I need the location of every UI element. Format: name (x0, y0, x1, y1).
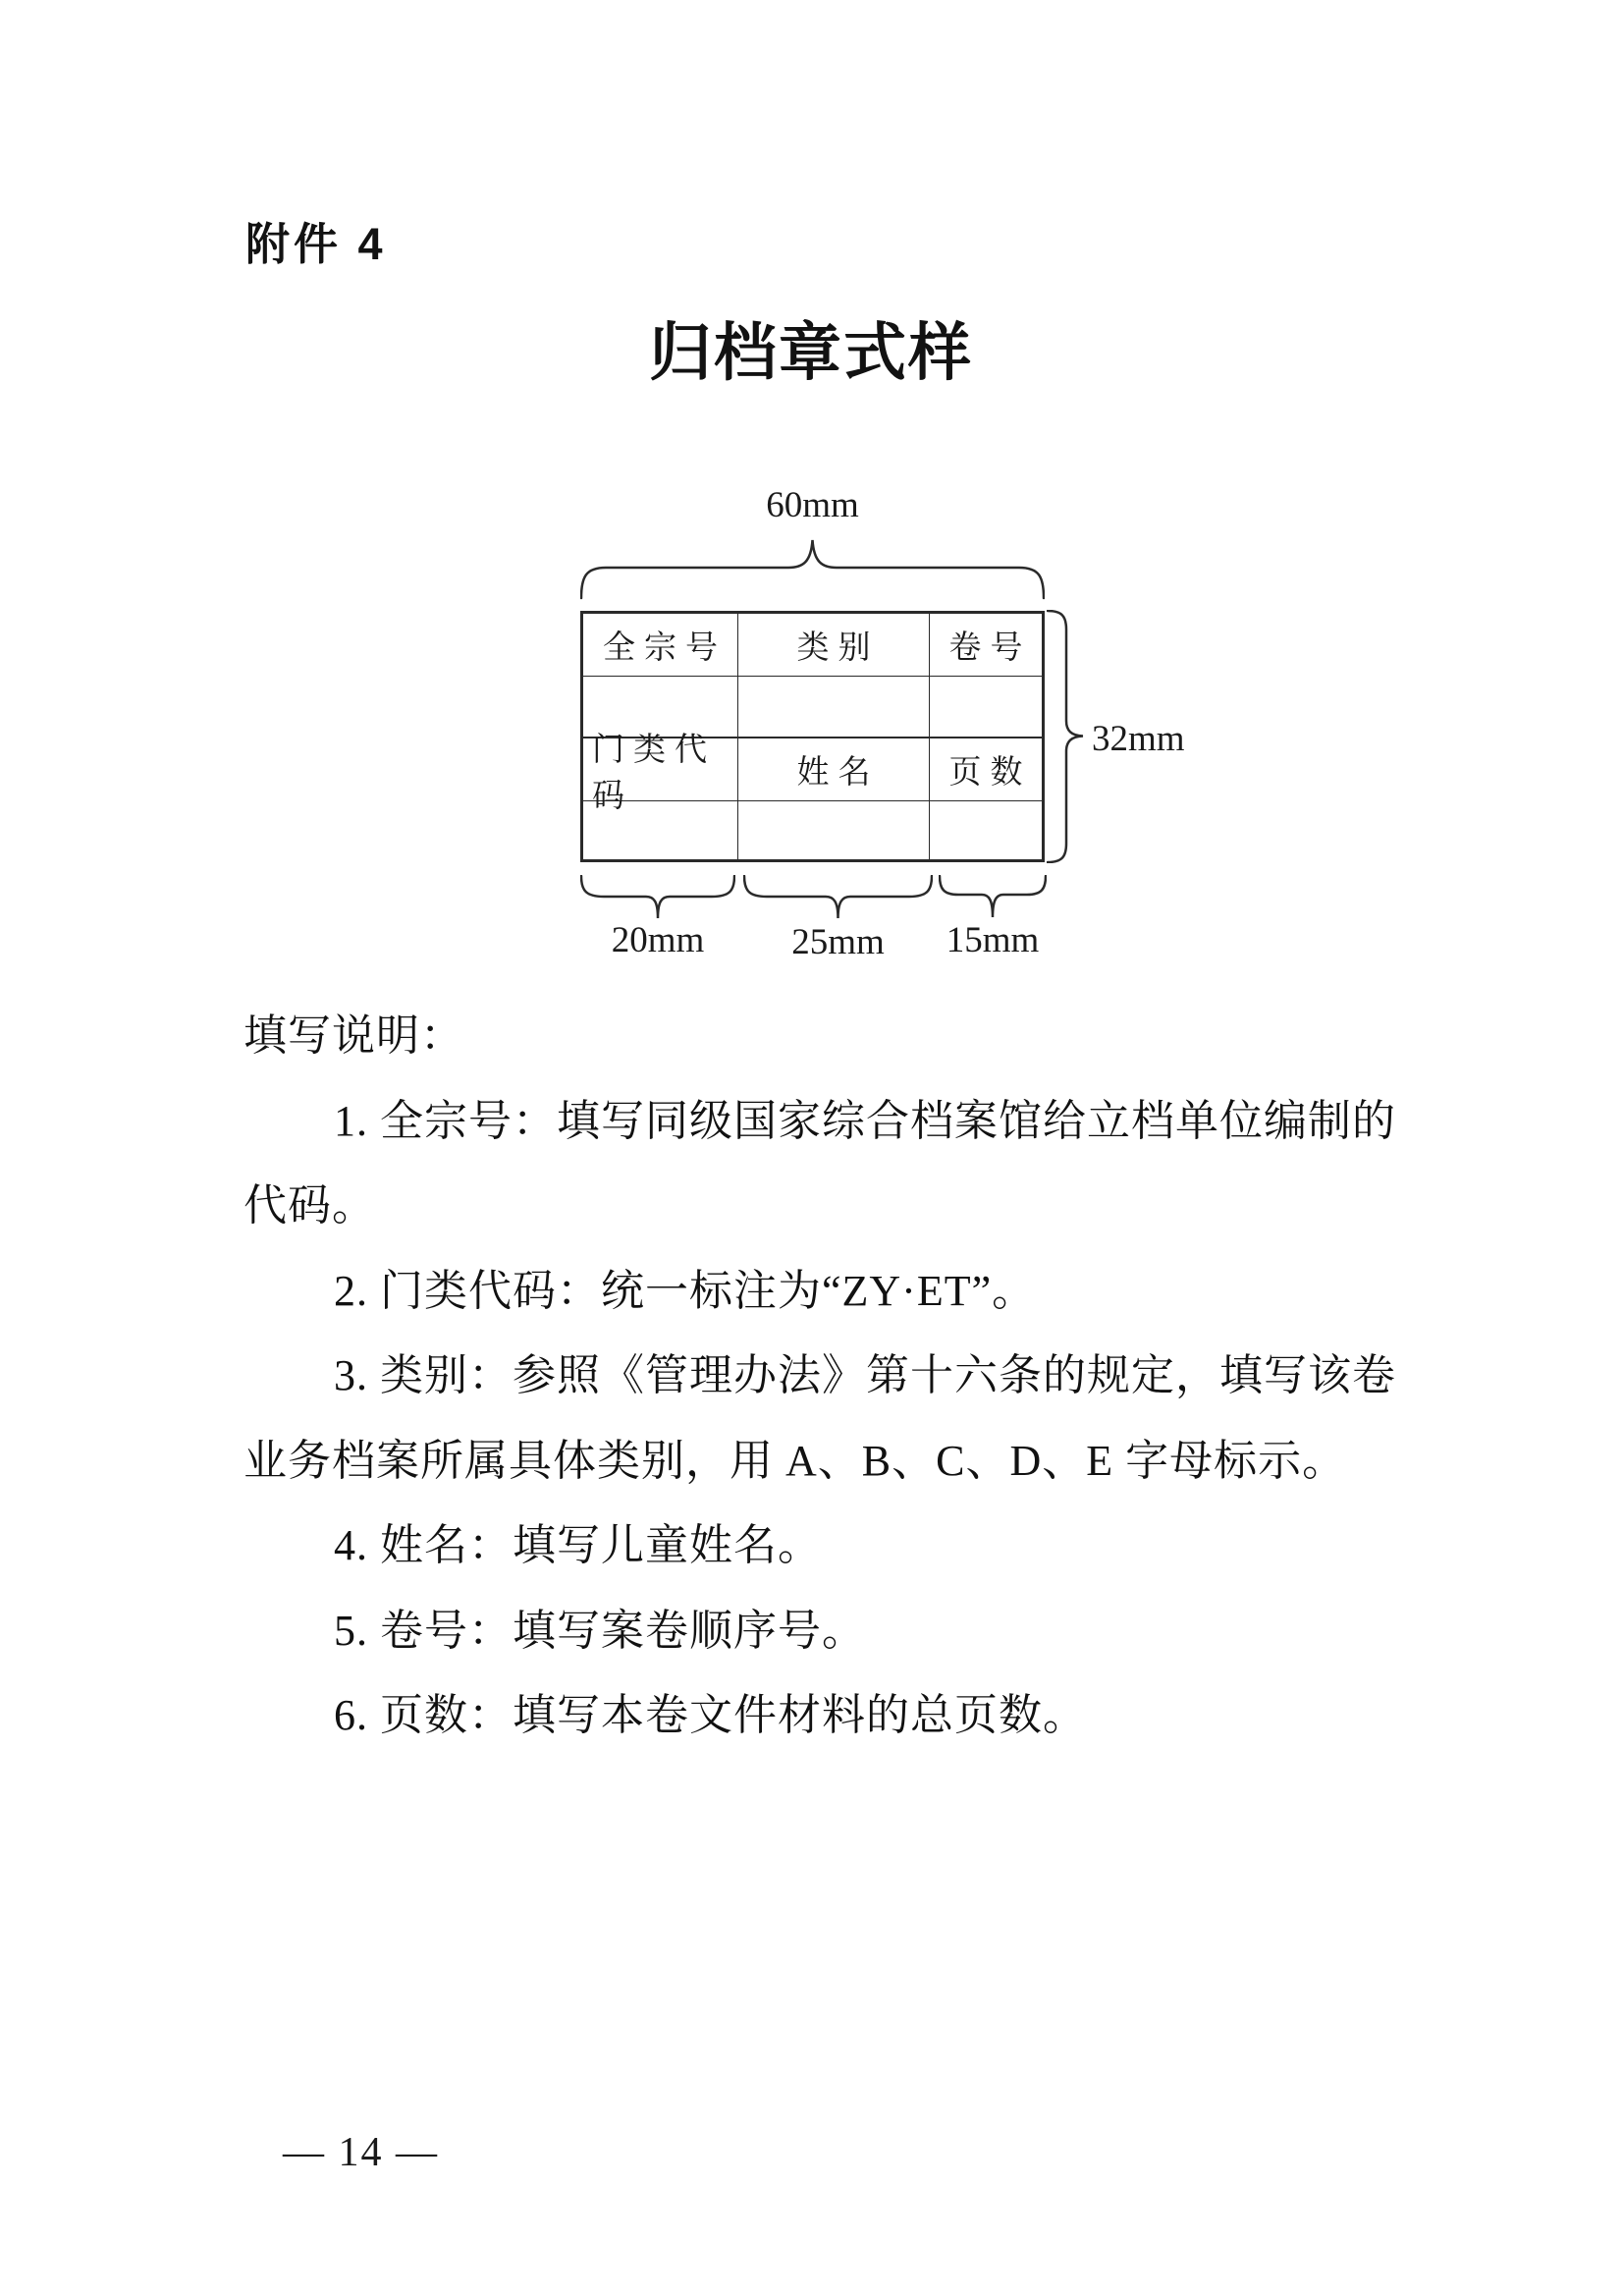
right-brace (1047, 610, 1086, 863)
table-cell-leibie: 类别 (738, 614, 930, 677)
attachment-label: 附件 4 (245, 219, 387, 269)
instruction-item-1-continued: 代码。 (243, 1181, 376, 1230)
instruction-item-3-continued: 业务档案所属具体类别，用 A、B、C、D、E 字母标示。 (243, 1436, 1347, 1485)
table-cell-blank (738, 677, 930, 738)
bottom-brace-col1 (580, 875, 735, 920)
instructions-block (243, 994, 1432, 1759)
table-cell-xingming: 姓名 (738, 738, 930, 801)
instruction-item-3: 3. 类别：参照《管理办法》第十六条的规定，填写该卷 (334, 1351, 1396, 1399)
table-cell-blank (930, 677, 1042, 738)
page-title: 归档章式样 (649, 318, 973, 388)
archive-stamp-table (580, 611, 1045, 862)
instruction-item-5: 5. 卷号：填写案卷顺序号。 (334, 1606, 866, 1655)
table-cell-juanhao: 卷号 (930, 614, 1042, 677)
table-cell-blank (930, 801, 1042, 859)
instruction-item-6: 6. 页数：填写本卷文件材料的总页数。 (334, 1691, 1087, 1739)
dimension-total-width: 60mm (766, 485, 859, 525)
table-cell-yeshu: 页数 (930, 738, 1042, 801)
page-number: — 14 — (283, 2130, 439, 2175)
instructions-heading: 填写说明： (243, 1011, 464, 1060)
dimension-total-height: 32mm (1092, 719, 1185, 759)
table-cell-blank (583, 801, 738, 859)
dimension-col1: 20mm (611, 920, 705, 960)
instruction-item-1: 1. 全宗号：填写同级国家综合档案馆给立档单位编制的 (334, 1096, 1396, 1145)
instruction-item-4: 4. 姓名：填写儿童姓名。 (334, 1521, 822, 1569)
table-cell-quanzonghao: 全宗号 (583, 614, 738, 677)
bottom-brace-col2 (743, 875, 933, 920)
bottom-brace-col3 (939, 875, 1047, 920)
dimension-col3: 15mm (946, 920, 1040, 960)
instruction-item-2: 2. 门类代码：统一标注为“ZY·ET”。 (334, 1266, 1037, 1315)
dimension-col2: 25mm (791, 922, 885, 962)
table-cell-blank (738, 801, 930, 859)
top-brace (580, 537, 1045, 600)
table-cell-menleidaima: 门类代码 (583, 738, 738, 801)
